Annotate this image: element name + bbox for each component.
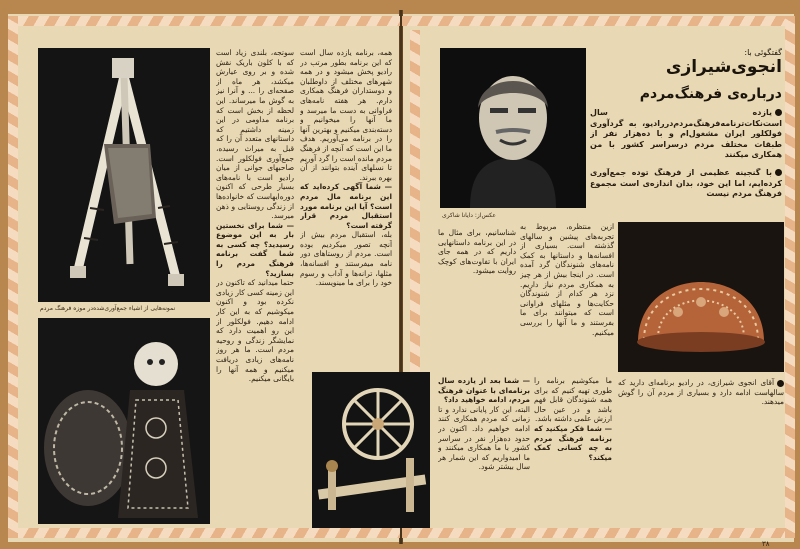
text-column-right-a [520,222,614,372]
header-about: درباره‌ی فرهنگ‌مردم [639,86,782,102]
photo-spinning-wheel [312,372,430,528]
right-edge-stripe [785,16,795,538]
col-right-a-para: ازین منتظره، مربوط به تجربه‌های پیشین و سالهای گذشته است. بسیاری از افسانه‌ها و داستانها به کمک نامه‌های شنوندگان گرد آمده است. در اینجا بیش از هر چیز به همکاری مردم نیاز داریم. [520,222,614,289]
header-name: انجوی‌شیرازی [665,57,782,77]
bullet-icon [775,169,782,176]
bottom-stripe-right [402,528,794,538]
photo-tripod-object [38,48,210,302]
col-right-d-para: البته، این کار پایانی ندارد و تا زمانی که مردم همکاری کنند ادامه خواهیم داد. اکنون در حدود ده‌هزار نفر در سراسر کشور با ما همکاری میکنند و ما امیدواریم که این شمار هر سال بیشتر شود. [438,404,530,472]
left-edge-stripe [8,16,18,538]
photo-credit: عکس‌از: دایانا شاکری [442,212,496,219]
interview-header [622,48,782,88]
col-right-question: — شما بعد از یازده سال برنامه‌ای با عنوان فرهنگ مردم، ادامه خواهید داد؟ [438,376,530,405]
lead-2-text: با گنجینه عظیمی از فرهنگ توده جمع‌آوری کرده‌ایم، اما این خود، بدان اندازه‌ی است مجموع فرهنگ مردم نیست [590,168,782,198]
photo-portrait [440,48,586,208]
lead-1-text: یازده سال است‌نکات‌ترنامه‌فرهنگ‌مردم‌در‌رادیو، به گرد‌آوری فولکلور ایران مشغول‌ام و با ده‌هزار نفر از طبقات مختلف مردم در‌سراسر کشور با من همکاری میکنند [590,108,782,159]
text-column-right-c [438,376,530,524]
lead-paragraph-2 [590,168,782,212]
header-kicker: گفتگوئی با: [744,48,782,57]
bullet-icon [775,109,782,116]
col-right-e-para: آقای انجوی شیرازی، در رادیو برنامه‌ای دارید که سالهاست ادامه دارد و بسیاری از مردم آن را گوش میدهند. [618,378,784,407]
text-column-right-b [438,228,516,368]
col-left-c-question: — شما فکر میکنید که برنامه فرهنگ مردم به چه کسانی کمک میکند؟ [534,423,612,462]
photo-embroidered-cap [618,222,784,372]
col-right-c-para: شناسانیم، برای مثال ما در این برنامه داستانهایی داریم که در همه جای ایران با تفاوت‌های کوچک روایت میشود. [438,228,516,276]
col-left-a-question: — شما برای نخستین بار به این موضوع رسیدید؟ چه کسی به شما گفت برنامه فرهنگ مردم را بسازید؟ [216,220,294,278]
text-column-left-a [216,48,294,524]
text-column-left-b [300,48,392,364]
col-right-b-para: نزد هر کدام از شنوندگان حکایت‌ها و مثلهای فراوانی است که میتوانند برای ما بفرستند و ما آنها را بررسی میکنیم. [520,289,614,337]
bullet-icon [777,380,784,387]
page-number: ۳۸ [762,540,770,548]
col-left-b-question: — شما آگهی کرده‌اید که این برنامه مال مردم است؟ آیا این برنامه مورد استقبال مردم قرار گرفته است؟ [300,182,392,230]
col-left-a-para2: حتما میدانید که تاکنون در این زمینه کسی کار زیادی نکرده بود و اکنون میکوشیم که به این کار ادامه دهیم. فولکلور از این رو اهمیت دارد که نمایشگر زندگی و روحیه مردم است. ما هر روز نامه‌های زیادی دریافت میکنیم و همه آنها را بایگانی میکنیم. [216,278,294,384]
top-stripe-right [402,16,794,26]
col-left-b-para1: همه، برنامه یازده سال است که این برنامه بطور مرتب در رادیو پخش میشود و در همه شهرهای مختلف از داوطلبان و دوستداران فرهنگ همکاری دارم. هر هفته نامه‌های فراوانی به دست ما میرسد و ما آنها را میخوانیم و دسته‌بندی میکنیم و بهترین آنها را در برنامه می‌آوریم. هدف ما این است که آنچه از فرهنگ مردم مانده است را گرد آوریم تا نسلهای آینده بتوانند از آن بهره ببرند. [300,48,392,182]
text-column-right-e [618,378,784,524]
lead-paragraph-1 [590,108,782,166]
bottom-stripe-left [8,528,400,538]
col-left-a-para1: سوتجه، بلندی زیاد است که با کلون باریک نقش شده و بر روی عیارش میکشد، هر ماه از صفحه‌ای را ... و آنرا نیز به گوش ما میرساند. این لحظه از بخش است که برنامه مداومی در این زمینه داشتیم که داستانهای متعدد آن را که قبل به میراث رسیده، جمع‌آوری فولکلور است. صاحبهای جوانی از میان رادیو است با نامه‌های بسیار طرحی که اکنون دوره‌ایهاست که خانواده‌ها از زندگی روستایی و ذهن میرسد. [216,48,294,221]
photo-doll [38,318,210,524]
col-left-c-para: ما میکوشیم برنامه را طوری تهیه کنیم که برای همه شنوندگان قابل فهم باشد و در عین حال ارزش علمی داشته باشد. [534,376,612,424]
caption-left-top: نمونه‌هایی از اشیاء جمع‌آوری‌شده‌در موزه فرهنگ مردم [40,305,176,312]
text-column-right-d [534,376,612,524]
top-stripe-left [8,16,400,26]
col-left-b-para2: بله، استقبال مردم بیش از آنچه تصور میکردیم بوده است. مردم از روستاهای دور نامه میفرستند و افسانه‌ها، مثلها، ترانه‌ها و آداب و رسوم خود را برای ما مینویسند. [300,230,392,288]
